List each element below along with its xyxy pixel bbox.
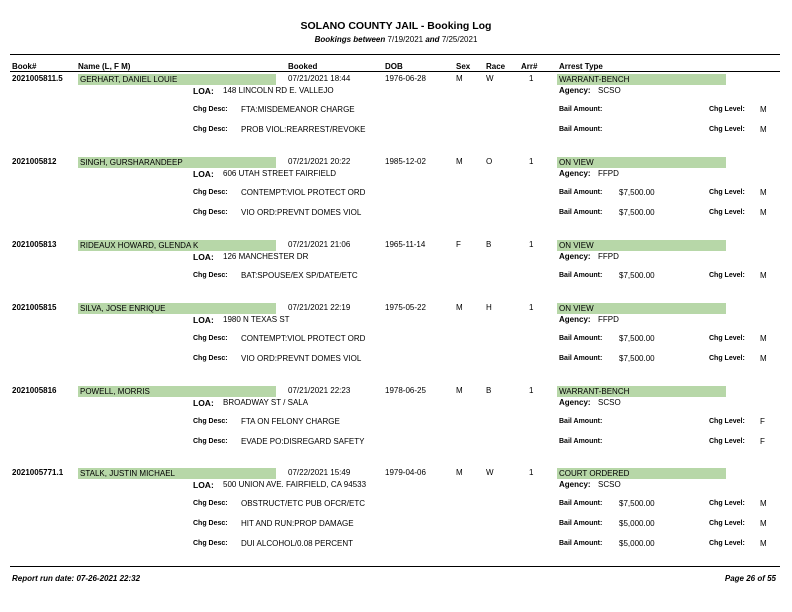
book-number: 2021005771.1 (12, 468, 64, 477)
chg-level-label: Chg Level: (709, 520, 745, 527)
inmate-name: POWELL, MORRIS (80, 387, 150, 396)
bail-amount: $7,500.00 (619, 208, 655, 217)
bail-amount: $5,000.00 (619, 519, 655, 528)
bail-amount-label: Bail Amount: (559, 540, 603, 547)
date-of-birth: 1978-06-25 (385, 386, 426, 395)
inmate-name: STALK, JUSTIN MICHAEL (80, 469, 175, 478)
col-header-dob: DOB (385, 62, 403, 71)
bail-amount: $7,500.00 (619, 334, 655, 343)
chg-desc-label: Chg Desc: (193, 418, 228, 425)
loa-label: LOA: (193, 86, 214, 96)
booked-datetime: 07/21/2021 22:19 (288, 303, 351, 312)
agency-value: SCSO (598, 86, 621, 95)
bail-amount: $7,500.00 (619, 499, 655, 508)
chg-level-label: Chg Level: (709, 189, 745, 196)
booked-datetime: 07/21/2021 18:44 (288, 74, 351, 83)
booked-datetime: 07/21/2021 20:22 (288, 157, 351, 166)
chg-desc-label: Chg Desc: (193, 355, 228, 362)
chg-level-label: Chg Level: (709, 438, 745, 445)
loa-label: LOA: (193, 252, 214, 262)
booking-record (0, 468, 792, 548)
charge-description: CONTEMPT:VIOL PROTECT ORD (241, 334, 366, 343)
charge-description: HIT AND RUN:PROP DAMAGE (241, 519, 354, 528)
race-value: W (486, 468, 494, 477)
inmate-name: RIDEAUX HOWARD, GLENDA K (80, 241, 199, 250)
chg-desc-label: Chg Desc: (193, 335, 228, 342)
arrest-type: COURT ORDERED (559, 469, 630, 478)
charge-level: M (760, 208, 767, 217)
inmate-name: SILVA, JOSE ENRIQUE (80, 304, 166, 313)
agency-label: Agency: (559, 315, 591, 324)
booked-datetime: 07/21/2021 22:23 (288, 386, 351, 395)
arrest-count: 1 (529, 303, 534, 312)
loa-address: 1980 N TEXAS ST (223, 315, 290, 324)
race-value: B (486, 386, 492, 395)
bail-amount: $7,500.00 (619, 354, 655, 363)
bail-amount-label: Bail Amount: (559, 438, 603, 445)
agency-label: Agency: (559, 480, 591, 489)
race-value: H (486, 303, 492, 312)
charge-description: BAT:SPOUSE/EX SP/DATE/ETC (241, 271, 358, 280)
date-of-birth: 1965-11-14 (385, 240, 426, 249)
book-number: 2021005813 (12, 240, 57, 249)
date-of-birth: 1976-06-28 (385, 74, 426, 83)
chg-desc-label: Chg Desc: (193, 500, 228, 507)
arrest-type: WARRANT-BENCH (559, 387, 630, 396)
bail-amount-label: Bail Amount: (559, 335, 603, 342)
loa-label: LOA: (193, 169, 214, 179)
bail-amount-label: Bail Amount: (559, 500, 603, 507)
chg-desc-label: Chg Desc: (193, 106, 228, 113)
inmate-name: GERHART, DANIEL LOUIE (80, 75, 178, 84)
agency-value: FFPD (598, 252, 619, 261)
arrest-count: 1 (529, 74, 534, 83)
book-number: 2021005811.5 (12, 74, 63, 83)
loa-address: BROADWAY ST / SALA (223, 398, 309, 407)
chg-desc-label: Chg Desc: (193, 209, 228, 216)
agency-label: Agency: (559, 252, 591, 261)
chg-level-label: Chg Level: (709, 272, 745, 279)
col-header-sex: Sex (456, 62, 471, 71)
chg-level-label: Chg Level: (709, 418, 745, 425)
charge-level: F (760, 417, 765, 426)
loa-label: LOA: (193, 480, 214, 490)
race-value: W (486, 74, 494, 83)
agency-value: FFPD (598, 315, 619, 324)
sex-value: M (456, 386, 463, 395)
arrest-count: 1 (529, 386, 534, 395)
charge-level: M (760, 125, 767, 134)
chg-desc-label: Chg Desc: (193, 438, 228, 445)
col-header-arrest-type: Arrest Type (559, 62, 603, 71)
bail-amount: $7,500.00 (619, 271, 655, 280)
subtitle-prefix: Bookings between (314, 35, 386, 44)
bail-amount-label: Bail Amount: (559, 209, 603, 216)
agency-value: SCSO (598, 398, 621, 407)
charge-description: EVADE PO:DISREGARD SAFETY (241, 437, 365, 446)
report-title: SOLANO COUNTY JAIL - Booking Log (300, 20, 492, 32)
arrest-count: 1 (529, 240, 534, 249)
footer-rule (10, 566, 780, 567)
sex-value: M (456, 157, 463, 166)
sex-value: M (456, 74, 463, 83)
bail-amount-label: Bail Amount: (559, 126, 603, 133)
chg-level-label: Chg Level: (709, 355, 745, 362)
book-number: 2021005815 (12, 303, 57, 312)
loa-address: 148 LINCOLN RD E. VALLEJO (223, 86, 334, 95)
charge-description: VIO ORD:PREVNT DOMES VIOL (241, 208, 362, 217)
agency-label: Agency: (559, 398, 591, 407)
bail-amount-label: Bail Amount: (559, 355, 603, 362)
charge-level: F (760, 437, 765, 446)
report-subtitle (0, 35, 792, 44)
charge-level: M (760, 519, 767, 528)
agency-label: Agency: (559, 86, 591, 95)
arrest-type: ON VIEW (559, 158, 594, 167)
bail-amount-label: Bail Amount: (559, 418, 603, 425)
arrest-count: 1 (529, 157, 534, 166)
charge-description: PROB VIOL:REARREST/REVOKE (241, 125, 366, 134)
book-number: 2021005816 (12, 386, 57, 395)
loa-address: 126 MANCHESTER DR (223, 252, 309, 261)
chg-level-label: Chg Level: (709, 126, 745, 133)
sex-value: M (456, 303, 463, 312)
charge-description: VIO ORD:PREVNT DOMES VIOL (241, 354, 362, 363)
race-value: B (486, 240, 492, 249)
booked-datetime: 07/22/2021 15:49 (288, 468, 351, 477)
subtitle-and: and (425, 35, 440, 44)
charge-description: FTA ON FELONY CHARGE (241, 417, 340, 426)
chg-level-label: Chg Level: (709, 209, 745, 216)
bail-amount: $7,500.00 (619, 188, 655, 197)
start-date: 7/19/2021 (387, 35, 424, 44)
date-of-birth: 1979-04-06 (385, 468, 426, 477)
page-number: Page 26 of 55 (724, 574, 776, 583)
sex-value: M (456, 468, 463, 477)
date-of-birth: 1985-12-02 (385, 157, 426, 166)
col-header-name: Name (L, F M) (78, 62, 131, 71)
col-header-arr: Arr# (521, 62, 538, 71)
booking-record (0, 157, 792, 237)
charge-level: M (760, 539, 767, 548)
chg-level-label: Chg Level: (709, 540, 745, 547)
bail-amount-label: Bail Amount: (559, 189, 603, 196)
agency-value: SCSO (598, 480, 621, 489)
arrest-type: ON VIEW (559, 241, 594, 250)
end-date: 7/25/2021 (441, 35, 478, 44)
col-header-booked: Booked (288, 62, 318, 71)
chg-desc-label: Chg Desc: (193, 272, 228, 279)
chg-desc-label: Chg Desc: (193, 189, 228, 196)
booking-record (0, 74, 792, 154)
header-bottom-rule (10, 71, 780, 72)
book-number: 2021005812 (12, 157, 57, 166)
charge-level: M (760, 334, 767, 343)
charge-description: FTA:MISDEMEANOR CHARGE (241, 105, 355, 114)
charge-level: M (760, 271, 767, 280)
arrest-count: 1 (529, 468, 534, 477)
bail-amount-label: Bail Amount: (559, 520, 603, 527)
booked-datetime: 07/21/2021 21:06 (288, 240, 351, 249)
inmate-name: SINGH, GURSHARANDEEP (80, 158, 183, 167)
agency-label: Agency: (559, 169, 591, 178)
loa-label: LOA: (193, 398, 214, 408)
date-of-birth: 1975-05-22 (385, 303, 426, 312)
booking-record (0, 386, 792, 466)
chg-level-label: Chg Level: (709, 335, 745, 342)
report-run-date: Report run date: 07-26-2021 22:32 (12, 574, 141, 583)
chg-level-label: Chg Level: (709, 106, 745, 113)
col-header-race: Race (486, 62, 506, 71)
arrest-type: ON VIEW (559, 304, 594, 313)
sex-value: F (456, 240, 461, 249)
chg-desc-label: Chg Desc: (193, 540, 228, 547)
charge-description: CONTEMPT:VIOL PROTECT ORD (241, 188, 366, 197)
header-top-rule (10, 54, 780, 55)
chg-level-label: Chg Level: (709, 500, 745, 507)
loa-label: LOA: (193, 315, 214, 325)
arrest-type: WARRANT-BENCH (559, 75, 630, 84)
chg-desc-label: Chg Desc: (193, 126, 228, 133)
col-header-book: Book# (12, 62, 37, 71)
charge-level: M (760, 188, 767, 197)
charge-level: M (760, 354, 767, 363)
loa-address: 500 UNION AVE. FAIRFIELD, CA 94533 (223, 480, 367, 489)
charge-description: DUI ALCOHOL/0.08 PERCENT (241, 539, 354, 548)
charge-level: M (760, 499, 767, 508)
chg-desc-label: Chg Desc: (193, 520, 228, 527)
charge-description: OBSTRUCT/ETC PUB OFCR/ETC (241, 499, 366, 508)
booking-record (0, 303, 792, 383)
bail-amount-label: Bail Amount: (559, 106, 603, 113)
race-value: O (486, 157, 493, 166)
bail-amount-label: Bail Amount: (559, 272, 603, 279)
loa-address: 606 UTAH STREET FAIRFIELD (223, 169, 337, 178)
agency-value: FFPD (598, 169, 619, 178)
charge-level: M (760, 105, 767, 114)
bail-amount: $5,000.00 (619, 539, 655, 548)
